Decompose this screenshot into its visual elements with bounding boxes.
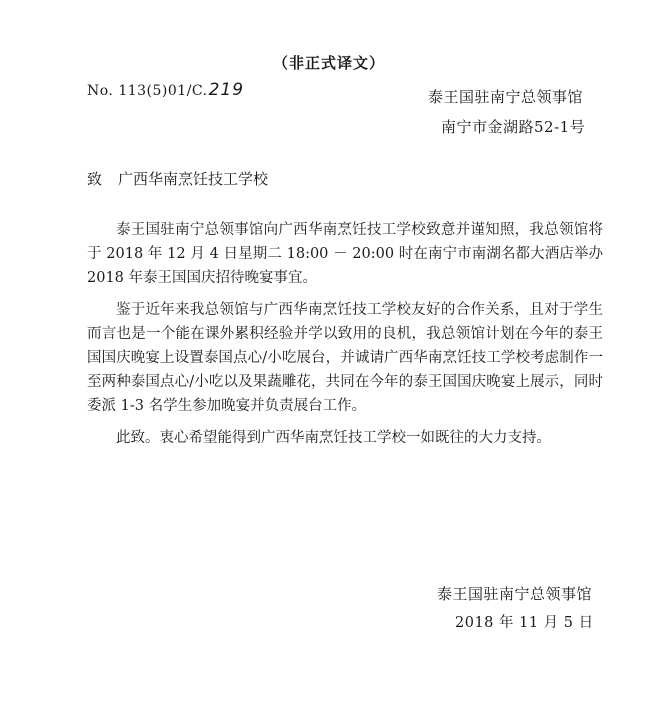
reference-printed: No. 113(5)01/C. [87,83,208,99]
letter-body [87,218,603,458]
paragraph-3: 此致。衷心希望能得到广西华南烹饪技工学校一如既往的大力支持。 [116,430,551,446]
signature-date: 2018 年 11 月 5 日 [455,615,594,631]
reference-handwritten: 219 [208,80,245,100]
paragraph-1: 泰王国驻南宁总领事馆向广西华南烹饪技工学校致意并谨知照，我总领馆将于 2018 年 12 月 4 日星期二 18:00 － 20:00 时在南宁市南湖名都大酒店举办 2018 年泰王国国庆招待晚宴事宜。 [87,222,603,286]
addressee-prefix: 致 [87,170,103,188]
sender-name: 泰王国驻南宁总领事馆 [428,88,584,106]
reference-number [87,80,244,100]
addressee-line [87,168,268,189]
document-title: （非正式译文） [272,54,385,72]
signature-org: 泰王国驻南宁总领事馆 [437,585,593,603]
sender-address: 南宁市金湖路52-1号 [441,118,586,136]
paragraph-2: 鉴于近年来我总领馆与广西华南烹饪技工学校友好的合作关系，且对于学生而言也是一个能在课外累积经验并学以致用的良机，我总领馆计划在今年的泰王国国庆晚宴上设置泰国点心/小吃展台，并诚请广西华南烹饪技工学校考虑制作一至两种泰国点心/小吃以及果蔬雕花，共同在今年的泰王国国庆晚宴上展示，同时委派 1-3 名学生参加晚宴并负责展台工作。 [87,302,603,414]
addressee-name: 广西华南烹饪技工学校 [118,170,269,188]
